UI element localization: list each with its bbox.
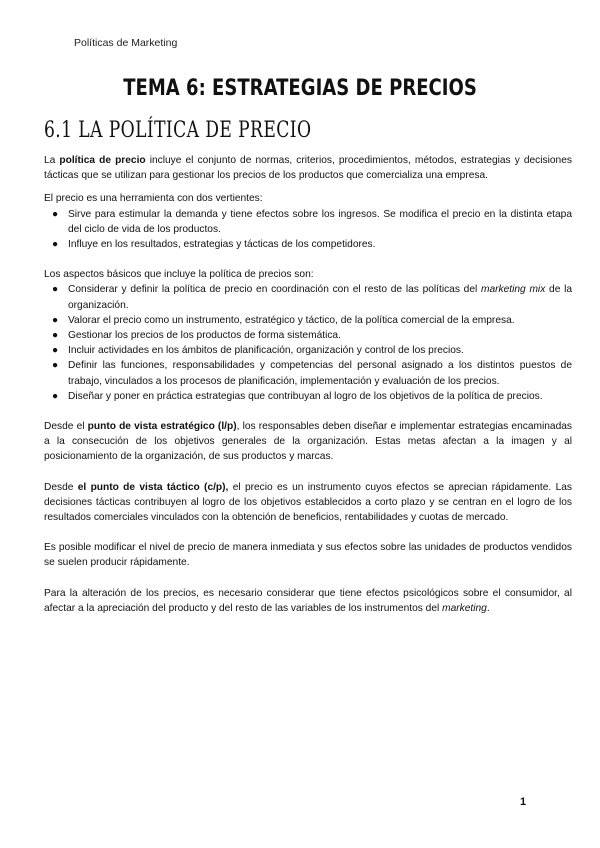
list-item [52, 313, 572, 328]
list-item [52, 282, 573, 312]
list-item-text: Incluir actividades en los ámbitos de planificación, organización y control de los precios. [68, 345, 464, 357]
text-run: el precio es un instrumento cuyos efectos se aprecian rápidamente. Las decisiones tácticas contribuyen al logro de los objetivos establecidos a corto plazo y se centran en el logro de los resultados comerciales vinculados con la obtención de beneficios, rentabilidades y cuotas de mercado. [44, 481, 572, 524]
document-title: TEMA 6: ESTRATEGIAS DE PRECIOS [123, 76, 477, 101]
paragraph-estrategico [44, 419, 572, 465]
page-number: 1 [520, 796, 527, 808]
italic-term: marketing [442, 602, 487, 614]
text-run: Desde [44, 481, 78, 493]
list-item [52, 343, 572, 358]
paragraph-intro-aspectos: Los aspectos básicos que incluye la política de precios son: [44, 269, 314, 281]
list-item [52, 237, 572, 252]
list-item-text: Influye en los resultados, estrategias y tácticas de los competidores. [68, 239, 376, 251]
text-run: de la organización. [68, 284, 573, 311]
list-item-text: Valorar el precio como un instrumento, estratégico y táctico, de la política comercial de la empresa. [68, 314, 515, 326]
text-run: La [44, 155, 60, 166]
paragraph-modificar-precio: Es posible modificar el nivel de precio de manera inmediata y sus efectos sobre las unidades de productos vendidos se suelen producir rápidamente. [44, 542, 572, 569]
bullet-icon: ● [52, 239, 59, 251]
paragraph-tactico [44, 480, 572, 526]
list-item [52, 358, 572, 388]
paragraph-alteracion [44, 586, 572, 616]
bullet-icon: ● [52, 284, 59, 296]
text-run: incluye el conjunto de normas, criterios, procedimientos, métodos, estrategias y decisiones tácticas que se utilizan para gestionar los precios de los productos que comercializa una empresa. [44, 155, 572, 182]
bold-term: el punto de vista táctico (c/p), [77, 481, 229, 493]
bullet-icon: ● [52, 360, 59, 372]
text-run: Considerar y definir la política de precio en coordinación con el resto de las políticas del [68, 284, 481, 296]
text-run: Para la alteración de los precios, es necesario considerar que tiene efectos psicológicos sobre el consumidor, al afectar a la apreciación del producto y del resto de las variables de los instrumentos del [44, 587, 572, 614]
bullet-icon: ● [52, 208, 59, 220]
text-run: , los responsables deben diseñar e implementar estrategias encaminadas a la consecución de los objetivos generales de la organización. Estas metas afectan a la imagen y al posicionamiento de la organización, de sus productos y marcas. [44, 421, 573, 463]
list-item-text: Definir las funciones, responsabilidades y competencias del personal asignado a los distintos puestos de trabajo, vinculados a los procesos de planificación, implementación y evaluación de los precios. [68, 360, 572, 387]
document-body [44, 153, 572, 616]
bold-term: punto de vista estratégico (l/p) [87, 421, 237, 433]
list-item-text: Sirve para estimular la demanda y tiene efectos sobre los ingresos. Se modifica el precio en la distinta etapa del ciclo de vida de los productos. [68, 208, 572, 235]
list-vertientes [44, 207, 572, 253]
list-item-text: Diseñar y poner en práctica estrategias que contribuyan al logro de los objetivos de la política de precios. [68, 390, 543, 402]
bold-term: política de precio [59, 155, 146, 166]
text-run: . [486, 602, 490, 614]
bullet-icon: ● [52, 345, 59, 357]
list-item-text: Gestionar los precios de los productos de forma sistemática. [68, 330, 341, 342]
running-header: Políticas de Marketing [74, 37, 178, 49]
paragraph-intro-vertientes: El precio es una herramienta con dos vertientes: [44, 193, 263, 205]
list-item [52, 207, 572, 237]
bullet-icon: ● [52, 330, 59, 342]
italic-term: marketing mix [480, 284, 546, 296]
bullet-icon: ● [52, 314, 59, 326]
section-heading: 6.1 LA POLÍTICA DE PRECIO [44, 118, 312, 143]
text-run: Desde el [44, 421, 88, 433]
paragraph-definition [44, 153, 572, 183]
list-item [52, 389, 572, 404]
list-item [52, 328, 572, 343]
bullet-icon: ● [52, 390, 59, 402]
list-aspectos [44, 282, 572, 404]
